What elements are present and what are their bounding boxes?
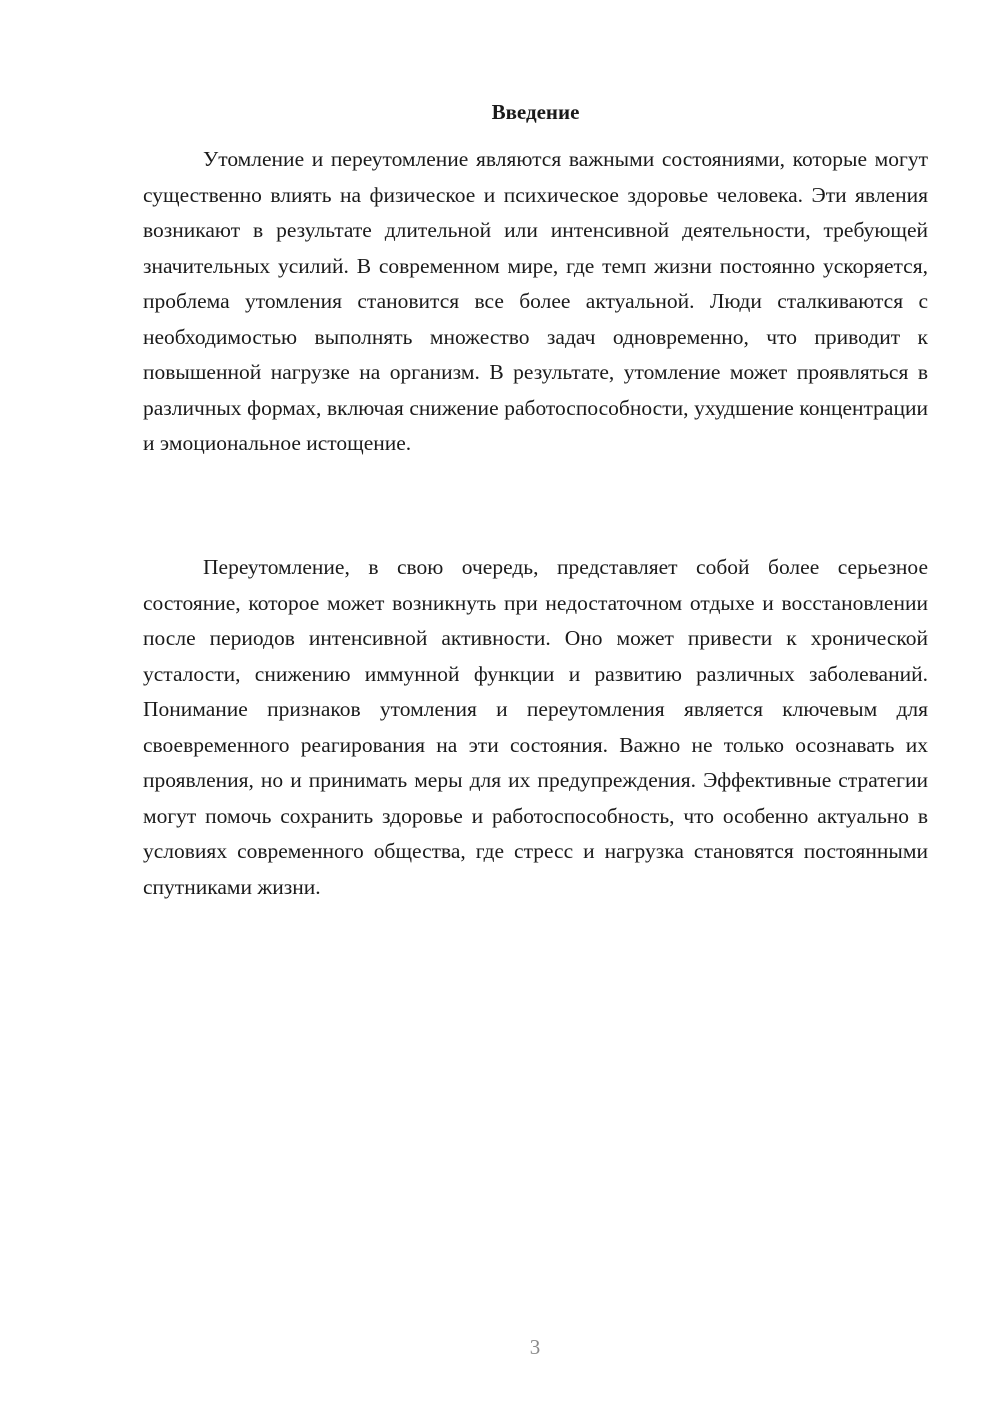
page-title: Введение [491, 100, 580, 124]
paragraph-fatigue-intro: Утомление и переутомление являются важными состояниями, которые могут существенно влиять на физическое и психическое здоровье человека. Эти явления возникают в результате длительной или интенсивной деятельности, требующей значительных усилий. В современном мире, где темп жизни постоянно ускоряется, проблема утомления становится все более актуальной. Люди сталкиваются с необходимостью выполнять множество задач одновременно, что приводит к повышенной нагрузке на организм. В результате, утомление может проявляться в различных формах, включая снижение работоспособности, ухудшение концентрации и эмоциональное истощение. [143, 147, 928, 455]
paragraph-overfatigue: Переутомление, в свою очередь, представляет собой более серьезное состояние, которое может возникнуть при недостаточном отдыхе и восстановлении после периодов интенсивной активности. Оно может привести к хронической усталости, снижению иммунной функции и развитию различных заболеваний. Понимание признаков утомления и переутомления является ключевым для своевременного реагирования на эти состояния. Важно не только осознавать их проявления, но и принимать меры для их предупреждения. Эффективные стратегии могут помочь сохранить здоровье и работоспособность, что особенно актуально в условиях современного общества, где стресс и нагрузка становятся постоянными спутниками жизни. [143, 555, 928, 899]
page-number: 3 [529, 1335, 541, 1359]
